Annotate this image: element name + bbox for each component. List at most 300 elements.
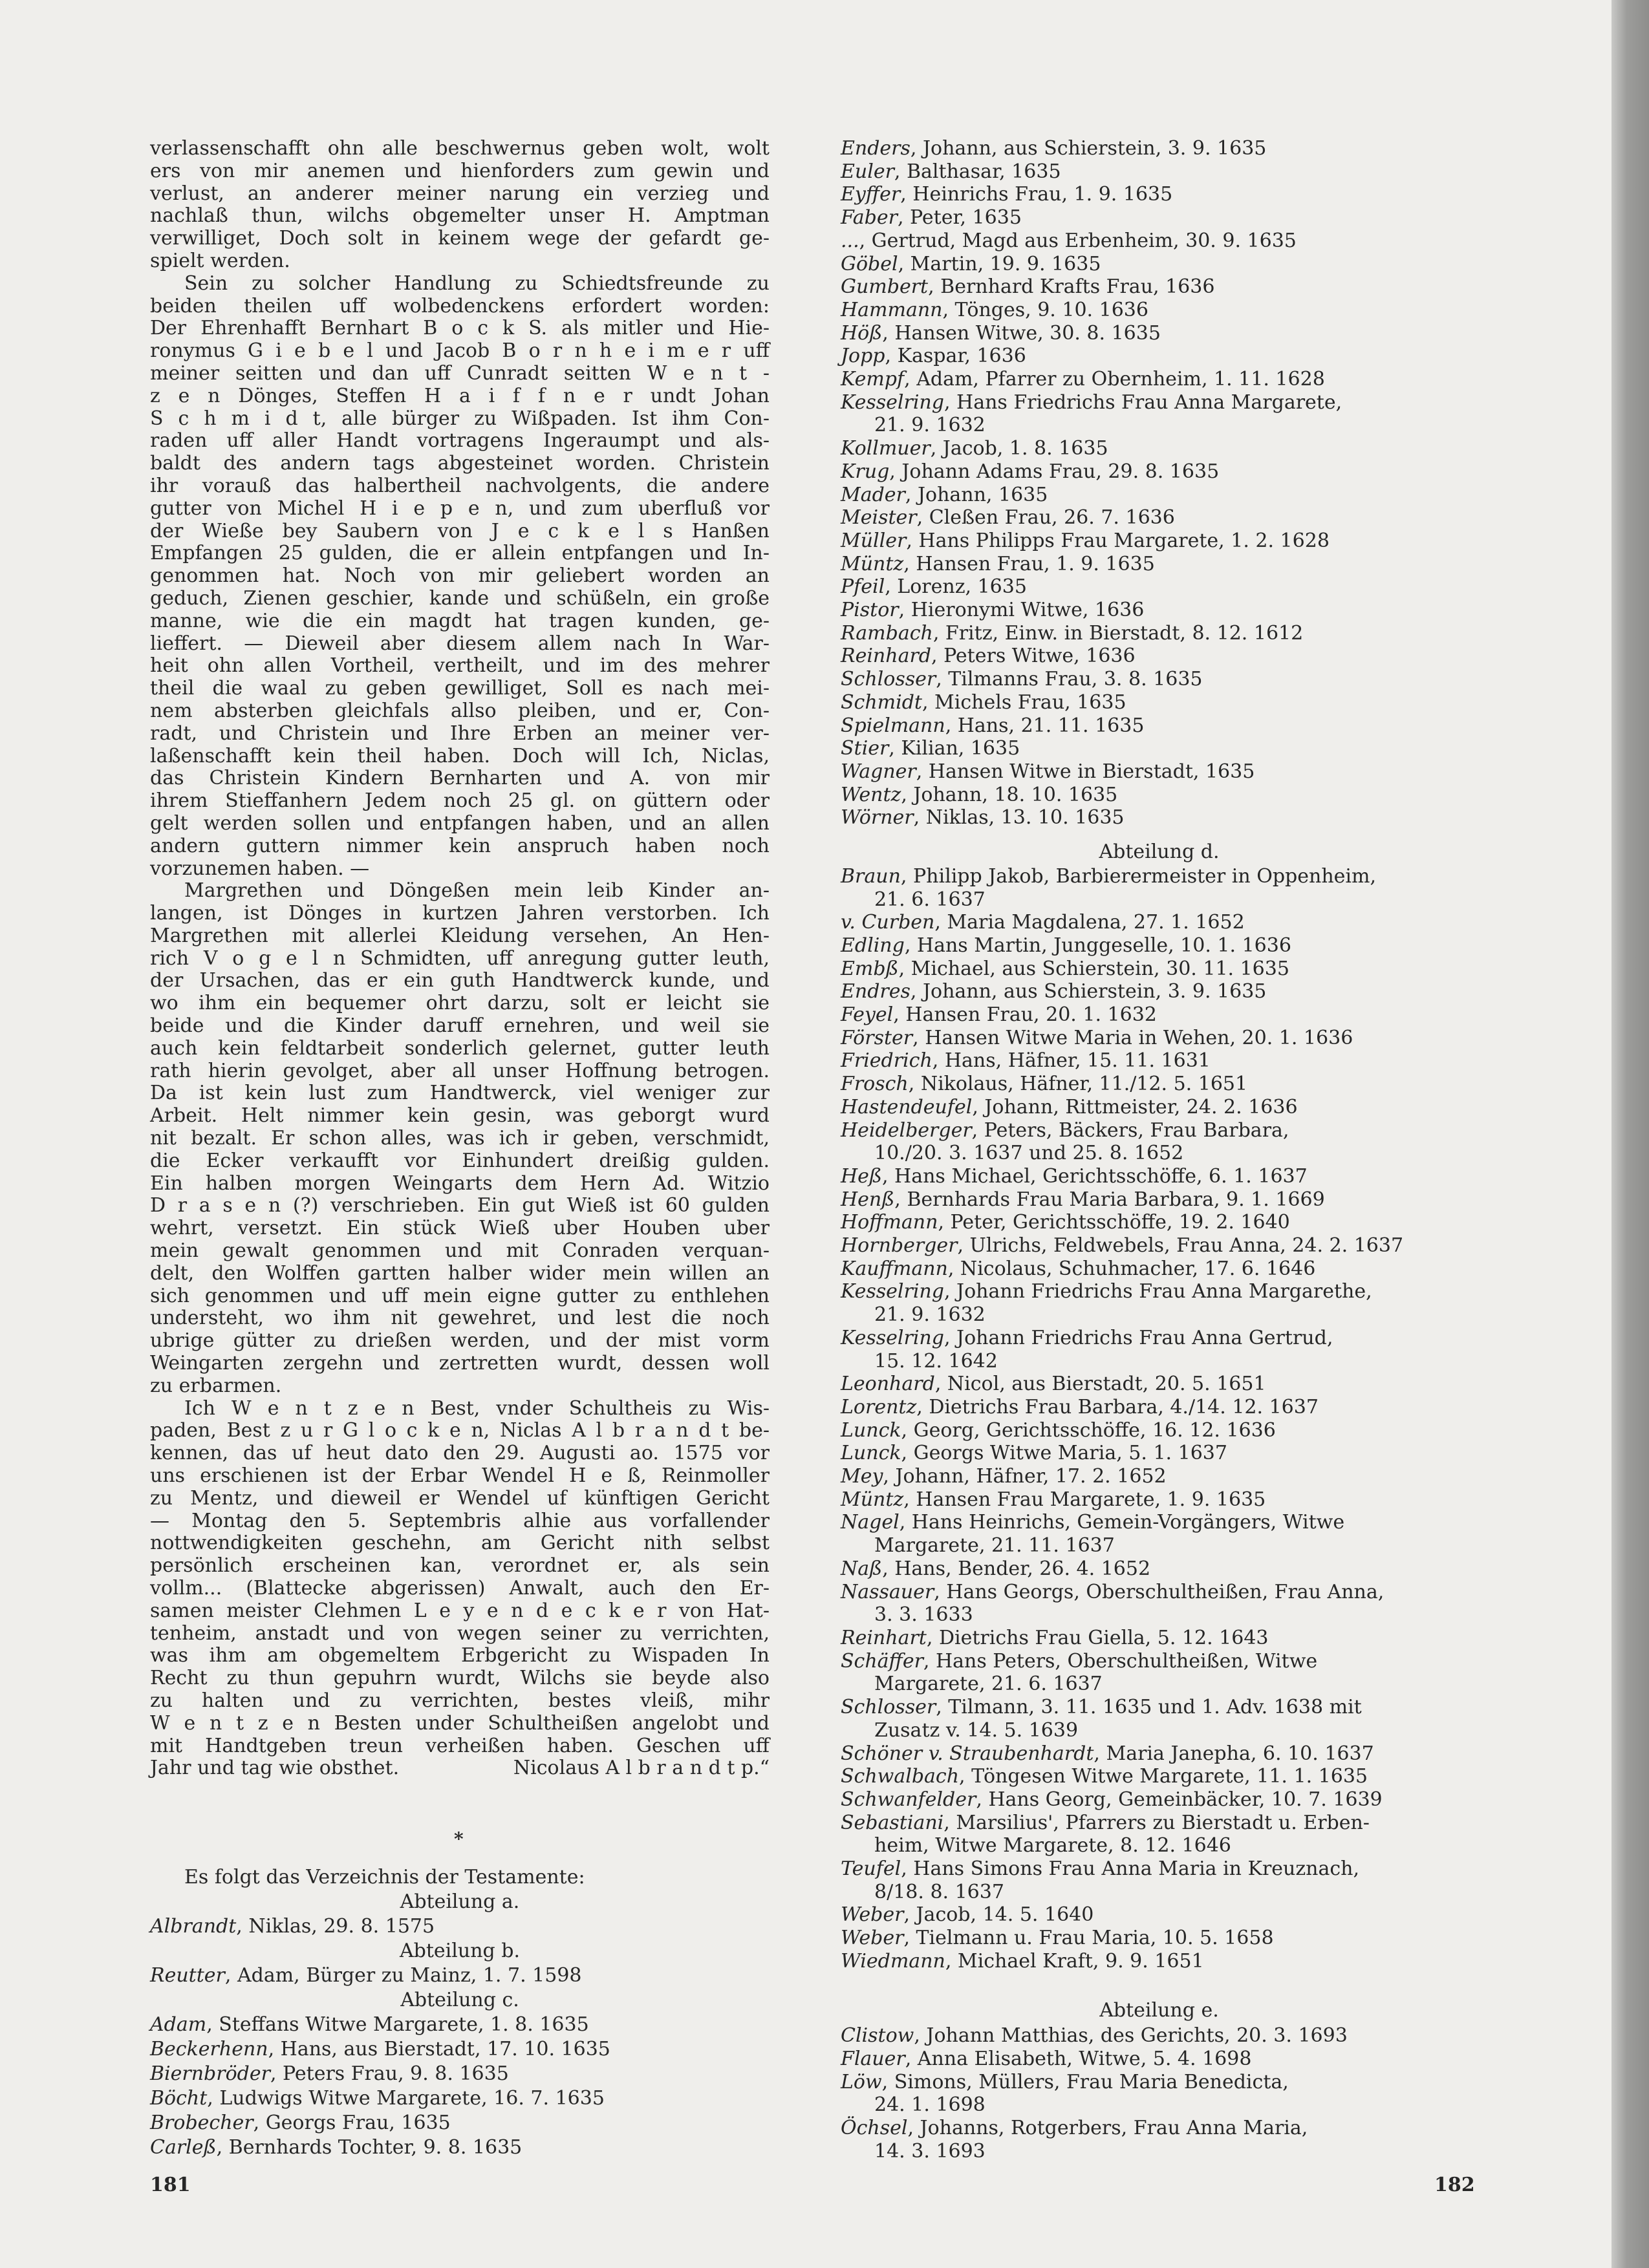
list-item	[841, 806, 1478, 829]
text-line: die Ecker verkaufft vor Einhundert dreißig gulden.	[150, 1149, 770, 1172]
text-line: gutter von Michel H i e p e n, und zum uberfluß vor	[150, 497, 770, 520]
entry-surname: Nagel	[841, 1511, 900, 1534]
entry-details: , Hieronymi Witwe, 1636	[898, 599, 1145, 622]
closing-text: Jahr und tag wie obsthet.	[150, 1757, 400, 1780]
entry-surname: Eyffer	[841, 183, 901, 206]
list-item	[841, 2048, 1478, 2071]
list-item	[841, 1927, 1478, 1950]
paragraph	[150, 273, 770, 881]
list-item	[841, 160, 1478, 184]
entry-details: , Bernhards Tochter, 9. 8. 1635	[216, 2136, 523, 2159]
entry-surname: Albrandt	[150, 1915, 237, 1938]
text-line: beiden theilen uff wolbedenckens erfordert worden:	[150, 294, 770, 317]
text-line: spielt werden.	[150, 249, 290, 272]
entry-details: , Johann, 1635	[905, 483, 1048, 506]
entry-details: , Philipp Jakob, Barbierermeister in Oppenheim,	[900, 864, 1376, 888]
entry-surname: Heß	[841, 1164, 882, 1188]
entry-details: , Hansen Witwe, 30. 8. 1635	[882, 321, 1161, 345]
entry-surname: Embß	[841, 957, 899, 980]
list-item	[841, 2117, 1478, 2163]
list-item	[841, 691, 1478, 714]
entry-details: , Hans Philipps Frau Margarete, 1. 2. 1628	[906, 529, 1330, 552]
text-line: mit Handtgeben treun verheißen haben. Geschen uff	[150, 1734, 770, 1757]
entry-surname: Reinhart	[841, 1627, 927, 1649]
entry-surname: Endres	[841, 980, 911, 1003]
text-line: verlust, an anderer meiner narung ein verzieg und	[150, 182, 770, 205]
list-item	[841, 1903, 1478, 1927]
entry-surname: Pfeil	[841, 575, 885, 599]
entry-surname: Hoffmann	[841, 1211, 938, 1234]
entry-details: , Georg, Gerichtsschöffe, 16. 12. 1636	[901, 1418, 1276, 1442]
list-item	[841, 1396, 1478, 1419]
entry-surname: Wörner	[841, 806, 914, 829]
paragraph	[150, 880, 770, 1397]
list-item	[841, 1419, 1478, 1442]
entry-details: , Peter, Gerichtsschöffe, 19. 2. 1640	[938, 1211, 1290, 1234]
entry-surname: Mader	[841, 483, 905, 506]
entry-details: , Heinrichs Frau, 1. 9. 1635	[900, 183, 1173, 206]
list-item	[841, 1073, 1478, 1096]
text-line: Der Ehrenhafft Bernhart B o c k S. als mitler und Hie-	[150, 317, 770, 340]
entry-surname: Hornberger	[841, 1234, 958, 1257]
entry-details: , Simons, Müllers, Frau Maria Benedicta,	[881, 2070, 1289, 2093]
entry-continuation: 14. 3. 1693	[874, 2139, 986, 2163]
entry-details: , Georgs Frau, 1635	[253, 2112, 451, 2134]
entry-details: , Hansen Frau Margarete, 1. 9. 1635	[903, 1488, 1266, 1511]
list-section	[841, 840, 1478, 1973]
entry-continuation: 10./20. 3. 1637 und 25. 8. 1652	[874, 1142, 1184, 1165]
text-line: manne, wie die ein magdt hat tragen kunden, ge-	[150, 609, 770, 632]
entry-details: , Hansen Frau, 1. 9. 1635	[903, 552, 1155, 575]
list-item	[841, 530, 1478, 553]
text-line: geduch, Zienen geschier, kande und schüßeln, ein große	[150, 586, 770, 610]
entry-surname: Flauer	[841, 2047, 905, 2070]
list-item	[841, 137, 1478, 160]
list-item	[841, 183, 1478, 206]
text-line: beide und die Kinder daruff ernehren, und weil sie	[150, 1014, 770, 1038]
list-item	[150, 2111, 770, 2135]
text-line: — Montag den 5. Septembris alhie aus vorfallender	[150, 1509, 770, 1532]
text-line: D r a s e n (?) verschrieben. Ein gut Wieß ist 60 gulden	[150, 1194, 770, 1217]
list-item	[841, 737, 1478, 760]
text-line: ronymus G i e b e l und Jacob B o r n h e i m e r uff	[150, 339, 770, 363]
entry-surname: Spielmann	[841, 714, 945, 737]
list-item	[841, 599, 1478, 622]
text-line: baldt des andern tags abgesteinet worden. Christein	[150, 452, 770, 475]
text-line: zu halten und zu verrichten, bestes vleiß, mihr	[150, 1689, 770, 1712]
entry-surname: Kesselring	[841, 390, 944, 414]
entry-continuation: 21. 9. 1632	[874, 1303, 986, 1327]
list-item	[841, 1488, 1478, 1512]
entry-surname: Wentz	[841, 783, 901, 806]
entry-surname: Lorentz	[841, 1395, 917, 1418]
text-line: das Christein Kindern Bernharten und A. von mir	[150, 767, 770, 790]
entry-surname: Hastendeufel	[841, 1095, 973, 1118]
entry-details: , Hans, 21. 11. 1635	[945, 714, 1145, 737]
text-line: meiner seitten und dan uff Cunradt seitten W e n t -	[150, 361, 770, 385]
list-item	[841, 714, 1478, 738]
entry-surname: Kempf	[841, 368, 905, 391]
text-line: laßenschafft kein theil haben. Doch will Ich, Niclas,	[150, 744, 770, 767]
text-line: genommen hat. Noch von mir geliebert worden an	[150, 564, 770, 588]
entry-surname: Müller	[841, 529, 907, 552]
entry-surname: Pistor	[841, 599, 899, 622]
list-section	[841, 137, 1478, 829]
list-item	[841, 980, 1478, 1003]
entry-surname: Schmidt	[841, 690, 922, 714]
entry-surname: Carleß	[150, 2136, 217, 2159]
entry-surname: Müntz	[841, 552, 904, 575]
list-item	[841, 957, 1478, 981]
entry-details: , Bernhards Frau Maria Barbara, 9. 1. 1669	[894, 1188, 1325, 1211]
entry-surname: Hammann	[841, 298, 943, 321]
list-item	[841, 1188, 1478, 1212]
entry-details: , Martin, 19. 9. 1635	[898, 252, 1101, 275]
text-line: Arbeit. Helt nimmer kein gesin, was geborgt wurd	[150, 1104, 770, 1128]
list-item	[841, 760, 1478, 784]
entry-surname: Weber	[841, 1927, 904, 1950]
entry-continuation: 8/18. 8. 1637	[874, 1880, 1004, 1903]
list-item	[841, 275, 1478, 299]
entry-continuation: 21. 6. 1637	[874, 888, 986, 911]
entry-details: , Michael, aus Schierstein, 30. 11. 1635	[898, 957, 1289, 980]
list-item	[841, 322, 1478, 345]
entry-details: , Hans Georgs, Oberschultheißen, Frau Anna,	[934, 1580, 1385, 1603]
list-item	[150, 2037, 770, 2062]
entry-details: , Peters, Bäckers, Frau Barbara,	[971, 1118, 1289, 1142]
list-item	[841, 1442, 1478, 1465]
entry-details: , Johann, 18. 10. 1635	[901, 783, 1118, 806]
list-item	[841, 1765, 1478, 1788]
entry-details: , Hansen Frau, 20. 1. 1632	[893, 1003, 1157, 1027]
entry-surname: v. Curben	[841, 911, 935, 934]
entry-surname: Heidelberger	[841, 1118, 972, 1142]
section-heading: Abteilung b.	[400, 1940, 520, 1962]
entry-surname: Schwalbach	[841, 1765, 960, 1788]
list-item	[841, 575, 1478, 599]
list-item	[841, 230, 1478, 253]
page-number-right: 182	[1434, 2174, 1475, 2196]
entry-surname: Edling	[841, 934, 905, 957]
entry-details: , Hans Peters, Oberschultheißen, Witwe	[923, 1649, 1318, 1673]
entry-surname: Friedrich	[841, 1049, 932, 1073]
entry-details: , Niklas, 29. 8. 1575	[236, 1915, 435, 1938]
page-number-left: 181	[150, 2174, 191, 2196]
text-line: tenheim, anstadt und von wegen seiner zu verrichten,	[150, 1621, 770, 1645]
entry-details: , Georgs Witwe Maria, 5. 1. 1637	[901, 1442, 1227, 1465]
text-line: andern guttern nimmer kein anspruch haben noch	[150, 834, 770, 857]
entry-details: , Johann, aus Schierstein, 3. 9. 1635	[910, 980, 1267, 1003]
list-section	[150, 1939, 770, 1988]
entry-details: , Niklas, 13. 10. 1635	[913, 806, 1125, 829]
entry-continuation: 21. 9. 1632	[874, 414, 986, 437]
entry-details: , Dietrichs Frau Giella, 5. 12. 1643	[926, 1627, 1269, 1649]
entry-surname: Kesselring	[841, 1280, 944, 1303]
entry-continuation: 15. 12. 1642	[874, 1349, 998, 1373]
entry-details: , Johann, Häfner, 17. 2. 1652	[883, 1465, 1167, 1488]
text-line: theil die waal zu geben gewilliget, Soll es nach mei-	[150, 677, 770, 700]
entry-continuation: Margarete, 21. 6. 1637	[874, 1673, 1103, 1696]
list-item	[841, 1627, 1478, 1650]
entry-surname: Weber	[841, 1903, 904, 1927]
text-line: nit bezalt. Er schon alles, was ich ir geben, verschmidt,	[150, 1127, 770, 1150]
paragraph	[150, 138, 770, 273]
list-item	[841, 1650, 1478, 1696]
text-line: Ich W e n t z e n Best, vnder Schultheis zu Wis-	[184, 1396, 770, 1420]
text-line: ihrem Stieffanhern Jedem noch 25 gl. on güttern oder	[150, 789, 770, 813]
text-line: was ihm am obgemeltem Erbgericht zu Wispaden In	[150, 1644, 770, 1667]
entry-details: , Cleßen Frau, 26. 7. 1636	[916, 506, 1175, 530]
entry-details: , Maria Janepha, 6. 10. 1637	[1094, 1742, 1374, 1765]
entry-details: , Töngesen Witwe Margarete, 11. 1. 1635	[959, 1765, 1368, 1788]
scan-edge-shadow	[1611, 0, 1649, 2268]
entry-surname: Schlosser	[841, 668, 936, 691]
entry-details: , Hans Michael, Gerichtsschöffe, 6. 1. 1637	[881, 1164, 1308, 1188]
text-line: Margrethen und Döngeßen mein leib Kinder an-	[184, 879, 770, 903]
entry-surname: Göbel	[841, 252, 898, 275]
entry-details: , Hans, aus Bierstadt, 17. 10. 1635	[268, 2038, 610, 2060]
list-item	[150, 2135, 770, 2160]
closing-line	[150, 1757, 770, 1780]
entry-surname: Faber	[841, 206, 898, 230]
list-intro: Es folgt das Verzeichnis der Testamente:	[184, 1866, 585, 1888]
entry-details: , Steffans Witwe Margarete, 1. 8. 1635	[206, 2013, 589, 2036]
entry-details: , Nicol, aus Bierstadt, 20. 5. 1651	[934, 1373, 1266, 1396]
entry-details: , Hans Friedrichs Frau Anna Margarete,	[943, 390, 1342, 414]
entry-surname: Clistow	[841, 2024, 914, 2048]
section-heading: Abteilung a.	[400, 1890, 520, 1913]
section-separator-asterisk: *	[454, 1828, 464, 1850]
entry-surname: Wiedmann	[841, 1949, 945, 1973]
entry-details: , Hans, Bender, 26. 4. 1652	[882, 1557, 1151, 1580]
entry-details: , Tilmann, 3. 11. 1635 und 1. Adv. 1638 mit	[936, 1696, 1362, 1719]
entry-details: , Lorenz, 1635	[885, 575, 1027, 599]
text-line: kennen, das uf heut dato den 29. Augusti ao. 1575 vor	[150, 1442, 770, 1465]
list-item	[841, 911, 1478, 934]
entry-details: , Peter, 1635	[897, 206, 1022, 230]
list-item	[150, 1963, 770, 1988]
list-item	[841, 345, 1478, 368]
list-item	[841, 553, 1478, 576]
entry-surname: Stier	[841, 737, 889, 760]
text-line: z e n Dönges, Steffen H a i f f n e r undt Johan	[150, 384, 770, 407]
list-item	[841, 391, 1478, 437]
list-item	[841, 1165, 1478, 1188]
entry-details: , Hans Georg, Gemeinbäcker, 10. 7. 1639	[976, 1788, 1383, 1811]
testament-list-left	[150, 1865, 770, 2160]
entry-details: , Maria Magdalena, 27. 1. 1652	[934, 911, 1245, 934]
text-line: persönlich erscheinen kan, verordnet er, als sein	[150, 1554, 770, 1578]
entry-details: , Marsilius', Pfarrers zu Bierstadt u. Erben-	[943, 1811, 1370, 1834]
text-line: auch kein feldtarbeit sonderlich gelernet, gutter leuth	[150, 1036, 770, 1060]
list-section	[841, 1999, 1478, 2163]
list-section	[150, 1890, 770, 1939]
entry-continuation: 3. 3. 1633	[874, 1603, 973, 1627]
list-item	[841, 506, 1478, 530]
list-item	[841, 1511, 1478, 1557]
entry-surname: Öchsel	[841, 2117, 908, 2140]
section-heading: Abteilung d.	[1099, 840, 1220, 864]
entry-details: , Kilian, 1635	[889, 737, 1020, 760]
entry-continuation: Zusatz v. 14. 5. 1639	[874, 1718, 1079, 1742]
list-item	[841, 1257, 1478, 1281]
list-item	[841, 934, 1478, 957]
list-section	[150, 1988, 770, 2160]
list-item	[841, 253, 1478, 276]
entry-surname: ...	[841, 229, 859, 252]
list-item	[841, 1327, 1478, 1373]
list-item	[841, 1557, 1478, 1581]
entry-details: , Peters Witwe, 1636	[931, 645, 1136, 668]
list-item	[841, 1049, 1478, 1073]
entry-details: , Johann Friedrichs Frau Anna Gertrud,	[943, 1326, 1333, 1349]
entry-surname: Schäffer	[841, 1649, 923, 1673]
text-line: zu Mentz, und dieweil er Wendel uf künftigen Gericht	[150, 1486, 770, 1510]
entry-details: , Tielmann u. Frau Maria, 10. 5. 1658	[903, 1927, 1274, 1950]
text-line: der Ursachen, das er ein guth Handtwerck kunde, und	[150, 969, 770, 992]
text-line: S c h m i d t, alle bürger zu Wißpaden. Ist ihm Con-	[150, 407, 770, 430]
text-line: Margrethen mit allerlei Kleidung versehen, An Hen-	[150, 924, 770, 947]
list-item	[841, 206, 1478, 230]
entry-surname: Kauffmann	[841, 1257, 948, 1280]
entry-surname: Lunck	[841, 1442, 901, 1465]
entry-details: , Dietrichs Frau Barbara, 4./14. 12. 1637	[916, 1395, 1319, 1418]
entry-surname: Müntz	[841, 1488, 904, 1511]
text-line: Sein zu solcher Handlung zu Schiedtsfreunde zu	[184, 272, 770, 295]
entry-details: , Michael Kraft, 9. 9. 1651	[945, 1949, 1204, 1973]
text-line: Weingarten zergehn und zertretten wurdt, dessen woll	[150, 1352, 770, 1375]
list-item	[841, 1742, 1478, 1766]
text-line: ers von mir anemen und hienforders zum gewin und	[150, 159, 770, 182]
text-line: vorzunemen haben. —	[150, 857, 370, 880]
section-heading: Abteilung e.	[1099, 1998, 1219, 2022]
list-item	[841, 1280, 1478, 1326]
list-item	[841, 1096, 1478, 1119]
list-item	[841, 299, 1478, 322]
entry-surname: Meister	[841, 506, 917, 530]
entry-surname: Löw	[841, 2070, 882, 2093]
entry-details: , Gertrud, Magd aus Erbenheim, 30. 9. 1635	[859, 229, 1297, 252]
text-line: zu erbarmen.	[150, 1374, 282, 1397]
list-item	[841, 1857, 1478, 1903]
entry-surname: Naß	[841, 1557, 883, 1580]
entry-continuation: 24. 1. 1698	[874, 2093, 986, 2117]
entry-surname: Schlosser	[841, 1696, 936, 1719]
entry-surname: Sebastiani	[841, 1811, 944, 1834]
entry-details: , Hans Heinrichs, Gemein-Vorgängers, Witwe	[899, 1511, 1345, 1534]
entry-details: , Tönges, 9. 10. 1636	[942, 298, 1148, 321]
entry-surname: Feyel	[841, 1003, 894, 1027]
list-item	[841, 622, 1478, 645]
list-item	[841, 1003, 1478, 1027]
entry-surname: Frosch	[841, 1073, 909, 1096]
entry-details: , Johann Matthias, des Gerichts, 20. 3. 1693	[914, 2024, 1348, 2048]
entry-details: , Anna Elisabeth, Witwe, 5. 4. 1698	[905, 2047, 1252, 2070]
entry-surname: Enders	[841, 137, 911, 160]
entry-surname: Braun	[841, 864, 901, 888]
entry-details: , Hansen Witwe in Bierstadt, 1635	[916, 760, 1255, 783]
entry-details: , Johanns, Rotgerbers, Frau Anna Maria,	[907, 2117, 1308, 2140]
entry-surname: Nassauer	[841, 1580, 934, 1603]
entry-surname: Adam	[150, 2013, 207, 2036]
text-line: uns erschienen ist der Erbar Wendel H e ß, Reinmoller	[150, 1464, 770, 1488]
entry-surname: Krug	[841, 460, 890, 483]
entry-surname: Wagner	[841, 760, 916, 783]
entry-surname: Gumbert	[841, 275, 929, 299]
text-line: nem absterben gleichfals allso pleiben, und er, Con-	[150, 699, 770, 722]
text-line: nottwendigkeiten geschehn, am Gericht nith selbst	[150, 1532, 770, 1555]
entry-details: , Hans Martin, Junggeselle, 10. 1. 1636	[904, 934, 1291, 957]
entry-details: , Ludwigs Witwe Margarete, 16. 7. 1635	[207, 2087, 605, 2110]
section-heading: Abteilung c.	[400, 1989, 519, 2011]
entry-details: , Bernhard Krafts Frau, 1636	[928, 275, 1215, 299]
text-line: verwilliget, Doch solt in keinem wege der gefardt ge-	[150, 227, 770, 250]
entry-details: , Peters Frau, 9. 8. 1635	[270, 2062, 509, 2085]
paragraph	[150, 1398, 770, 1781]
text-line: paden, Best z u r G l o c k e n, Niclas A l b r a n d t be-	[150, 1419, 770, 1442]
list-item	[841, 2071, 1478, 2117]
entry-surname: Euler	[841, 160, 894, 183]
left-page-body-text	[150, 138, 770, 1780]
list-item	[841, 645, 1478, 668]
entry-details: , Adam, Bürger zu Mainz, 1. 7. 1598	[224, 1964, 582, 1987]
entry-details: , Adam, Pfarrer zu Obernheim, 1. 11. 1628	[904, 368, 1325, 391]
list-item	[841, 865, 1478, 911]
entry-details: , Hans Simons Frau Anna Maria in Kreuznach,	[901, 1857, 1360, 1881]
entry-details: , Kaspar, 1636	[885, 345, 1026, 368]
entry-surname: Höß	[841, 321, 883, 345]
text-line: langen, ist Dönges in kurtzen Jahren verstorben. Ich	[150, 902, 770, 925]
text-line: der Wieße bey Saubern von J e c k e l s Hanßen	[150, 519, 770, 542]
text-line: mein gewalt genommen und mit Conraden verquan-	[150, 1239, 770, 1263]
text-line: ihr vorauß das halbertheil nachvolgents, die andere	[150, 474, 770, 497]
entry-surname: Lunck	[841, 1418, 901, 1442]
entry-surname: Beckerhenn	[150, 2038, 268, 2060]
text-line: samen meister Clehmen L e y e n d e c k e r von Hat-	[150, 1599, 770, 1622]
list-item	[841, 1234, 1478, 1257]
testament-list-right	[841, 137, 1478, 2163]
list-item	[841, 460, 1478, 484]
text-line: sich genommen und uff mein eigne gutter zu enthlehen	[150, 1284, 770, 1307]
entry-surname: Reinhard	[841, 645, 932, 668]
text-line: rich V o g e l n Schmidten, uff anregung gutter leuth,	[150, 947, 770, 970]
entry-surname: Brobecher	[150, 2112, 253, 2134]
text-line: raden uff aller Handt vortragens Ingeraumpt und als-	[150, 429, 770, 453]
list-item	[150, 2013, 770, 2037]
text-line: verlassenschafft ohn alle beschwernus geben wolt, wolt	[150, 137, 770, 160]
list-item	[841, 1788, 1478, 1812]
entry-details: , Hans, Häfner, 15. 11. 1631	[932, 1049, 1211, 1073]
entry-details: , Johann, Rittmeister, 24. 2. 1636	[972, 1095, 1298, 1118]
entry-details: , Ulrichs, Feldwebels, Frau Anna, 24. 2. 1637	[957, 1234, 1404, 1257]
text-line: understeht, wo ihm nit gewehret, und lest die noch	[150, 1307, 770, 1330]
list-item	[841, 2024, 1478, 2048]
entry-details: , Balthasar, 1635	[894, 160, 1061, 183]
entry-details: , Tilmanns Frau, 3. 8. 1635	[936, 668, 1203, 691]
entry-surname: Mey	[841, 1465, 883, 1488]
entry-surname: Kesselring	[841, 1326, 944, 1349]
signature: Nicolaus A l b r a n d t p.“	[513, 1757, 770, 1780]
list-item	[841, 1581, 1478, 1627]
entry-surname: Schwanfelder	[841, 1788, 976, 1811]
list-item	[841, 368, 1478, 391]
list-item	[150, 2086, 770, 2111]
entry-details: , Johann Adams Frau, 29. 8. 1635	[889, 460, 1220, 483]
list-item	[150, 2062, 770, 2086]
entry-surname: Biernbröder	[150, 2062, 270, 2085]
entry-details: , Johann Friedrichs Frau Anna Margarethe,	[943, 1280, 1372, 1303]
list-item	[841, 1119, 1478, 1165]
